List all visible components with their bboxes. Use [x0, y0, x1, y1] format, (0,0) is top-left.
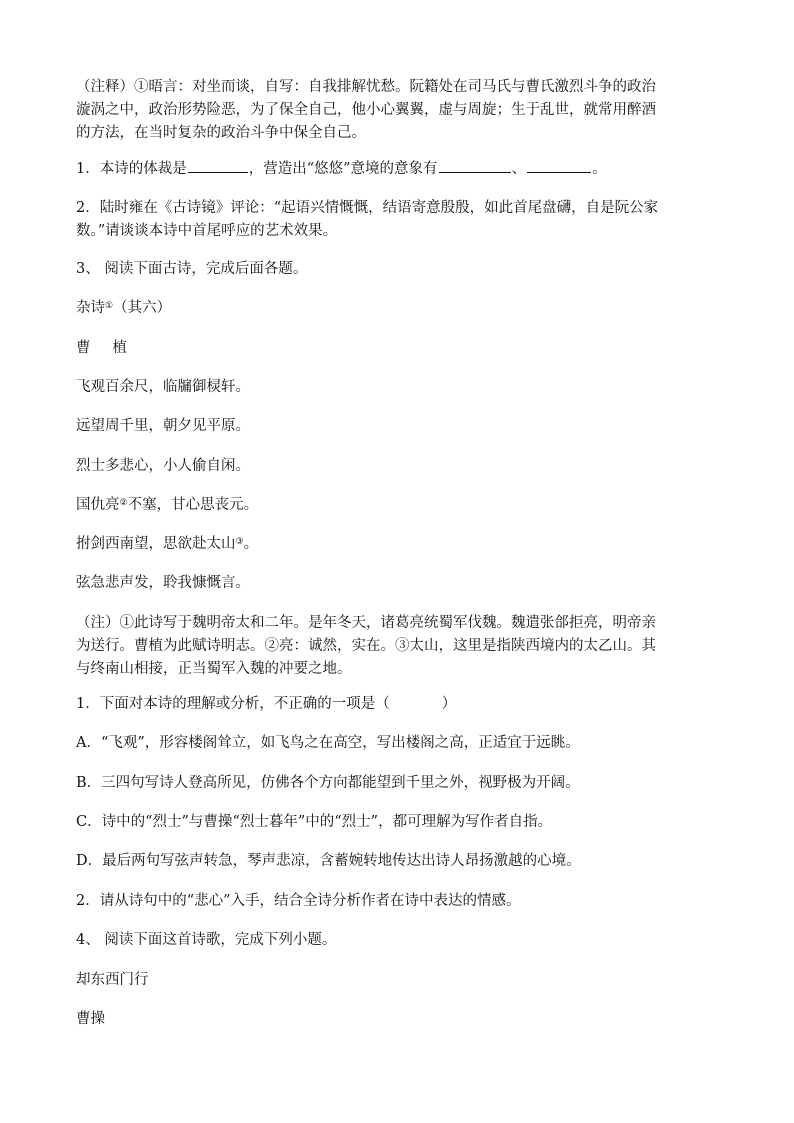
question-text: 。 — [592, 161, 607, 177]
answer-blank[interactable] — [527, 158, 591, 173]
footnote-marker: ③ — [235, 537, 244, 547]
poem-line-6: 弦急悲声发，聆我慷慨言。 — [76, 575, 250, 591]
section-3-intro: 3、 阅读下面古诗，完成后面各题。 — [76, 261, 308, 277]
poem-title-text: 杂诗 — [76, 300, 105, 316]
question-1-genre — [76, 158, 724, 181]
poem-author-2: 曹操 — [76, 1011, 105, 1027]
notes-line: 与终南山相接，正当蜀军入魏的冲要之地。 — [76, 661, 352, 677]
option-b: B．三四句写诗人登高所见，仿佛各个方向都能望到千里之外，视野极为开阔。 — [76, 775, 580, 791]
footnote-marker: ② — [119, 498, 128, 508]
author-char: 植 — [112, 340, 127, 356]
footnote-marker: ① — [105, 301, 114, 311]
question-2-commentary — [76, 197, 724, 243]
question-line: 2．陆时雍在《古诗镜》评论：“起语兴情慨慨，结语寄意殷殷，如此首尾盘礴，自是阮公家 — [76, 200, 659, 216]
notes-line: 的方法，在当时复杂的政治斗争中保全自己。 — [76, 125, 366, 141]
poem-title-2: 却东西门行 — [76, 972, 149, 988]
poem-text: 。 — [243, 536, 259, 552]
notes-paragraph-1 — [76, 76, 724, 145]
poem-text: 不塞，甘心思丧元。 — [127, 497, 259, 513]
question-text: ，营造出“悠悠”意境的意象有 — [248, 161, 438, 177]
question-text: 、 — [511, 161, 527, 177]
notes-line: （注）①此诗写于魏明帝太和二年。是年冬天，诸葛亮统蜀军伐魏。魏遣张郃拒亮，明帝亲 — [76, 615, 656, 631]
question-3-1-stem — [76, 693, 724, 716]
option-c: C．诗中的“烈士”与曹操“烈士暮年”中的“烈士”，都可理解为写作者自指。 — [76, 814, 553, 830]
poem-line-5 — [76, 533, 724, 556]
poem-title-suffix: （其六） — [113, 300, 172, 316]
author-char: 曹 — [76, 340, 91, 356]
answer-blank[interactable] — [188, 158, 248, 173]
question-text: ） — [441, 696, 457, 712]
poem-text: 拊剑西南望，思欲赴太山 — [76, 536, 236, 552]
notes-line: （注释）①晤言：对坐而谈，自写：自我排解忧愁。阮籍处在司马氏与曹氏激烈斗争的政治 — [76, 79, 656, 95]
notes-line: 漩涡之中，政治形势险恶，为了保全自己，他小心翼翼，虚与周旋；生于乱世，就常用醉酒 — [76, 102, 656, 118]
question-text: 1．本诗的体裁是 — [76, 161, 187, 177]
answer-blank[interactable] — [439, 158, 511, 173]
poem-line-4 — [76, 494, 724, 517]
poem-title — [76, 297, 724, 320]
poem-line-1: 飞观百余尺，临牖御棂轩。 — [76, 379, 250, 395]
question-text: 1．下面对本诗的理解或分析，不正确的一项是（ — [76, 696, 390, 712]
poem-notes — [76, 612, 724, 681]
poem-line-2: 远望周千里，朝夕见平原。 — [76, 418, 250, 434]
option-a: A．“飞观”，形容楼阁耸立，如飞鸟之在高空，写出楼阁之高，正适宜于远眺。 — [76, 735, 580, 751]
question-line: 数。”请谈谈本诗中首尾呼应的艺术效果。 — [76, 223, 338, 239]
poem-text: 国仇亮 — [76, 497, 120, 513]
poem-line-3: 烈士多悲心，小人偷自闲。 — [76, 458, 250, 474]
notes-line: 为送行。曹植为此赋诗明志。②亮：诚然，实在。③太山，这里是指陕西境内的太乙山。其 — [76, 638, 656, 654]
question-3-2: 2．请从诗句中的“悲心”入手，结合全诗分析作者在诗中表达的情感。 — [76, 893, 521, 909]
section-4-intro: 4、 阅读下面这首诗歌，完成下列小题。 — [76, 932, 337, 948]
poem-author — [76, 337, 724, 360]
option-d: D．最后两句写弦声转急，琴声悲凉，含蓄婉转地传达出诗人昂扬激越的心境。 — [76, 853, 581, 869]
